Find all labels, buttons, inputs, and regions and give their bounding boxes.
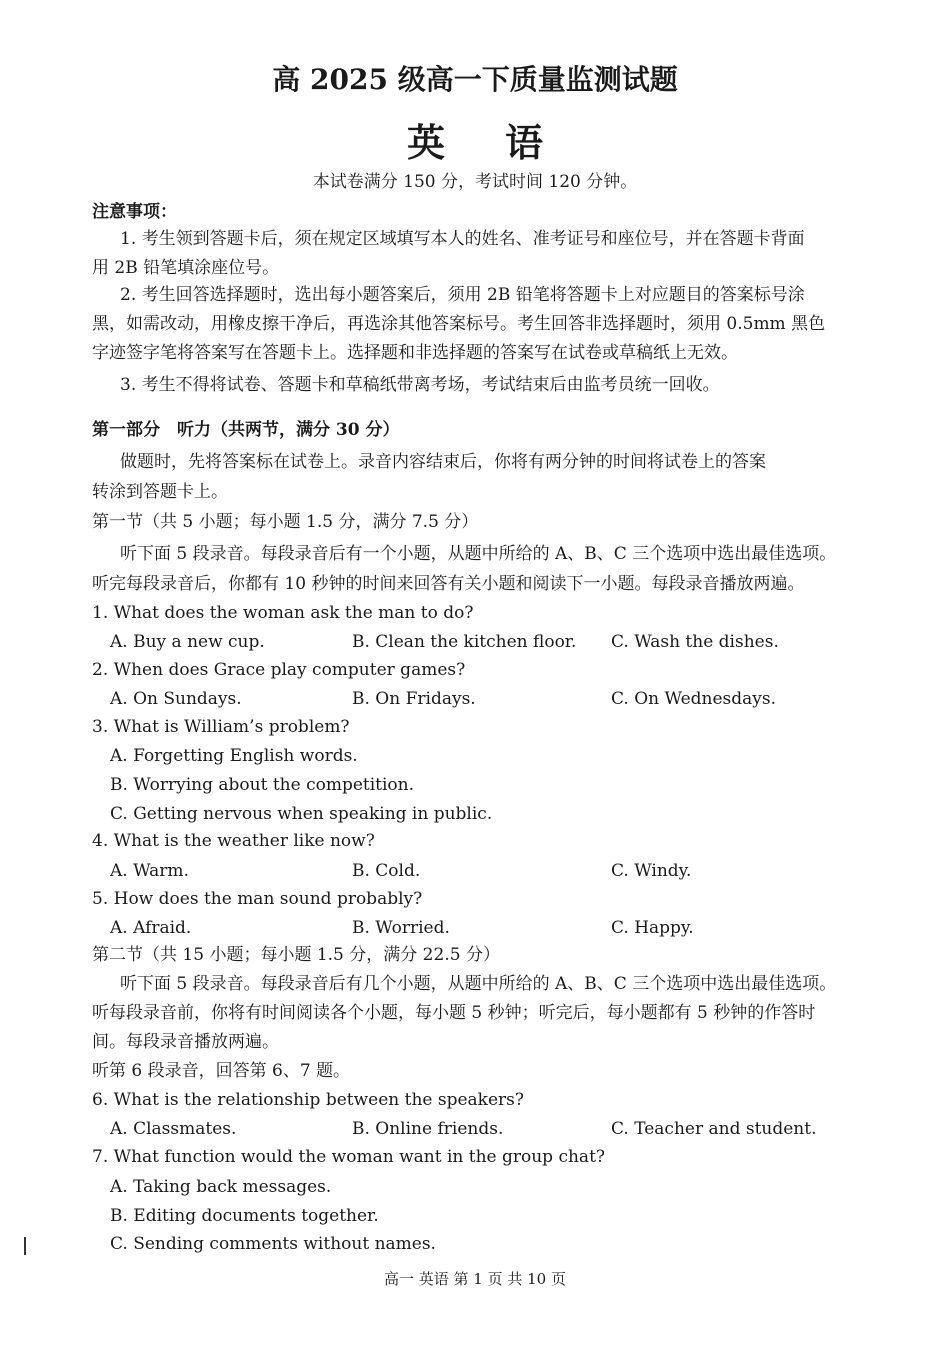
question-6-option-b: B. Online friends. [352,1119,504,1139]
question-1-option-a: A. Buy a new cup. [110,632,265,652]
section1-heading: 第一节（共 5 小题；每小题 1.5 分，满分 7.5 分） [92,512,479,532]
note-2-line-3: 字迹签字笔将答案写在答题卡上。选择题和非选择题的答案写在试卷或草稿纸上无效。 [92,343,738,363]
page-footer: 高一 英语 第 1 页 共 10 页 [383,1270,566,1288]
section1-intro-line-2: 听完每段录音后，你都有 10 秒钟的时间来回答有关小题和阅读下一小题。每段录音播放两遍。 [92,574,805,594]
question-2: 2. When does Grace play computer games? [92,660,466,680]
question-5-option-a: A. Afraid. [110,918,192,938]
subject-title: 英语 [406,120,603,165]
section2-heading: 第二节（共 15 小题；每小题 1.5 分，满分 22.5 分） [92,945,500,965]
question-4-option-a: A. Warm. [110,861,189,881]
section1-intro-line-1: 听下面 5 段录音。每段录音后有一个小题，从题中所给的 A、B、C 三个选项中选出最佳选项。 [120,544,837,564]
question-6-option-c: C. Teacher and student. [611,1119,817,1139]
question-7-option-a: A. Taking back messages. [110,1177,332,1197]
note-2-line-1: 2. 考生回答选择题时，选出每小题答案后，须用 2B 铅笔将答题卡上对应题目的答案标号涂 [120,285,805,305]
notes-heading: 注意事项： [92,202,177,222]
question-3-option-a: A. Forgetting English words. [110,746,358,766]
section2-intro-line-2: 听每段录音前，你将有时间阅读各个小题，每小题 5 秒钟；听完后，每小题都有 5 秒钟的作答时 [92,1003,816,1023]
question-7-option-c: C. Sending comments without names. [110,1234,436,1254]
note-2-line-2: 黑，如需改动，用橡皮擦干净后，再选涂其他答案标号。考生回答非选择题时，须用 0.5mm 黑色 [92,314,826,334]
question-1-option-c: C. Wash the dishes. [611,632,779,652]
part1-intro-line-1: 做题时，先将答案标在试卷上。录音内容结束后，你将有两分钟的时间将试卷上的答案 [120,452,766,472]
question-4-option-b: B. Cold. [352,861,421,881]
question-7: 7. What function would the woman want in the group chat? [92,1147,606,1167]
question-1-option-b: B. Clean the kitchen floor. [352,632,577,652]
question-5-option-b: B. Worried. [352,918,450,938]
question-3-option-c: C. Getting nervous when speaking in public. [110,804,493,824]
question-1: 1. What does the woman ask the man to do? [92,603,474,623]
question-7-option-b: B. Editing documents together. [110,1206,379,1226]
question-5: 5. How does the man sound probably? [92,889,423,909]
question-5-option-c: C. Happy. [611,918,694,938]
question-2-option-c: C. On Wednesdays. [611,689,777,709]
question-4-option-c: C. Windy. [611,861,692,881]
section2-intro-line-1: 听下面 5 段录音。每段录音后有几个小题，从题中所给的 A、B、C 三个选项中选出最佳选项。 [120,974,837,994]
note-1-line-2: 用 2B 铅笔填涂座位号。 [92,258,280,278]
margin-mark [24,1237,26,1255]
exam-title: 高 2025 级高一下质量监测试题 [272,63,678,96]
question-3-option-b: B. Worrying about the competition. [110,775,415,795]
section2-intro-line-3: 间。每段录音播放两遍。 [92,1032,279,1052]
question-2-option-b: B. On Fridays. [352,689,476,709]
passage-6-instruction: 听第 6 段录音，回答第 6、7 题。 [92,1061,351,1081]
part1-intro-line-2: 转涂到答题卡上。 [92,482,228,502]
note-1-line-1: 1. 考生领到答题卡后，须在规定区域填写本人的姓名、准考证号和座位号，并在答题卡背面 [120,229,805,249]
exam-info: 本试卷满分 150 分，考试时间 120 分钟。 [312,172,638,192]
question-4: 4. What is the weather like now? [92,831,375,851]
note-3: 3. 考生不得将试卷、答题卡和草稿纸带离考场，考试结束后由监考员统一回收。 [120,375,720,395]
question-6-option-a: A. Classmates. [110,1119,237,1139]
part1-heading: 第一部分 听力（共两节，满分 30 分） [92,420,400,440]
question-3: 3. What is William’s problem? [92,717,350,737]
question-2-option-a: A. On Sundays. [110,689,242,709]
question-6: 6. What is the relationship between the speakers? [92,1090,525,1110]
